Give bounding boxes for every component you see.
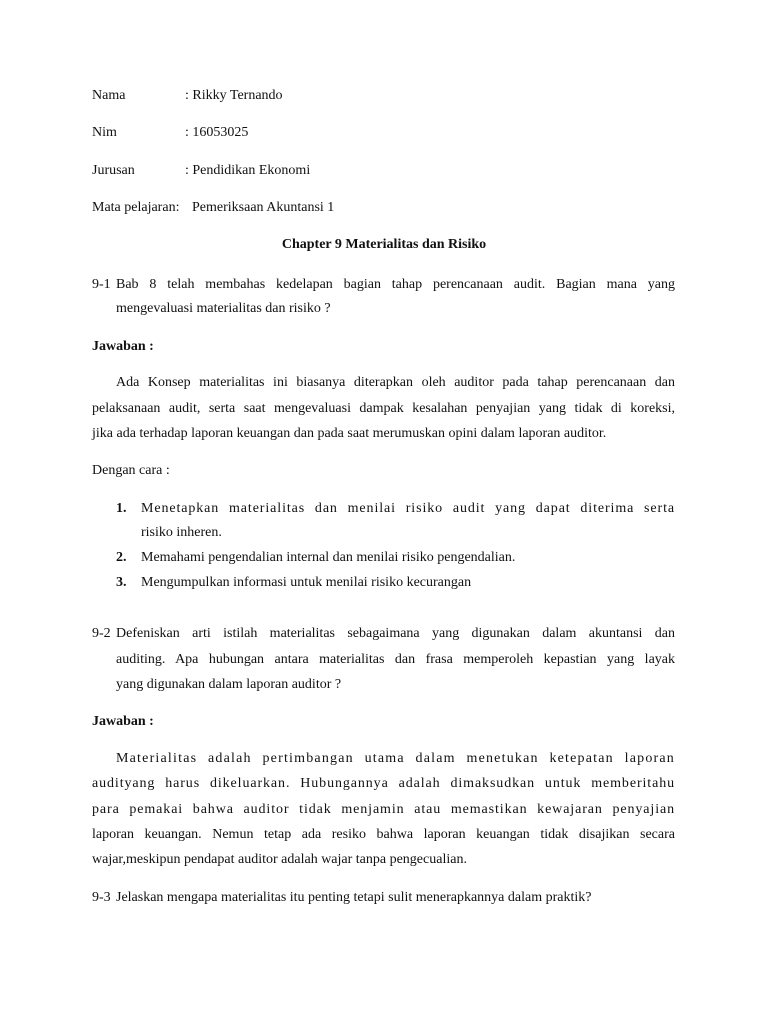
question-text-line: yang digunakan dalam laporan auditor ?	[116, 677, 342, 692]
answer-label: Jawaban :	[92, 714, 154, 729]
list-item-text: Menetapkan materialitas dan menilai risiko audit yang dapat diterima serta	[141, 501, 675, 516]
question-number: 9-3	[92, 890, 111, 905]
question-number: 9-1	[92, 277, 111, 292]
chapter-title: Chapter 9 Materialitas dan Risiko	[281, 237, 487, 252]
list-item-text: Mengumpulkan informasi untuk menilai risiko kecurangan	[141, 575, 472, 590]
nim-label: Nim	[92, 125, 117, 140]
list-item-number: 1.	[116, 501, 127, 516]
answer-paragraph-line: Ada Konsep materialitas ini biasanya diterapkan oleh auditor pada tahap perencanaan dan	[116, 375, 675, 390]
method-label: Dengan cara :	[92, 463, 170, 478]
answer-label: Jawaban :	[92, 339, 154, 354]
jurusan-value: : Pendidikan Ekonomi	[185, 163, 311, 178]
question-text-line: Defeniskan arti istilah materialitas sebagaimana yang digunakan dalam akuntansi dan	[116, 626, 675, 641]
nama-label: Nama	[92, 88, 126, 103]
question-text-line: auditing. Apa hubungan antara materialitas dan frasa memperoleh kepastian yang layak	[116, 652, 675, 667]
question-text-line: mengevaluasi materialitas dan risiko ?	[116, 301, 331, 316]
list-item-text: Memahami pengendalian internal dan menilai risiko pengendalian.	[141, 550, 516, 565]
nama-value: : Rikky Ternando	[185, 88, 283, 103]
list-item-number: 3.	[116, 575, 127, 590]
question-number: 9-2	[92, 626, 111, 641]
answer-paragraph-line: para pemakai bahwa auditor tidak menjamin atau memastikan kewajaran penyajian	[92, 802, 675, 817]
mapel-label: Mata pelajaran:	[92, 200, 180, 215]
answer-paragraph-line: jika ada terhadap laporan keuangan dan pada saat merumuskan opini dalam laporan auditor.	[92, 426, 607, 441]
question-text-line: Bab 8 telah membahas kedelapan bagian tahap perencanaan audit. Bagian mana yang	[116, 277, 675, 292]
answer-paragraph-line: laporan keuangan. Nemun tetap ada resiko bahwa laporan keuangan tidak disajikan secara	[92, 827, 675, 842]
list-item-text: risiko inheren.	[141, 525, 222, 540]
answer-paragraph-line: wajar,meskipun pendapat auditor adalah wajar tanpa pengecualian.	[92, 852, 467, 867]
answer-paragraph-line: pelaksanaan audit, serta saat mengevaluasi dampak kesalahan penyajian yang tidak di koreksi,	[92, 401, 675, 416]
mapel-value: Pemeriksaan Akuntansi 1	[192, 200, 335, 215]
jurusan-label: Jurusan	[92, 163, 135, 178]
answer-paragraph-line: Materialitas adalah pertimbangan utama dalam menetukan ketepatan laporan	[116, 751, 675, 766]
nim-value: : 16053025	[185, 125, 249, 140]
list-item-number: 2.	[116, 550, 127, 565]
answer-paragraph-line: audityang harus dikeluarkan. Hubungannya adalah dimaksudkan untuk memberitahu	[92, 776, 675, 791]
question-text-line: Jelaskan mengapa materialitas itu penting tetapi sulit menerapkannya dalam praktik?	[116, 890, 592, 905]
